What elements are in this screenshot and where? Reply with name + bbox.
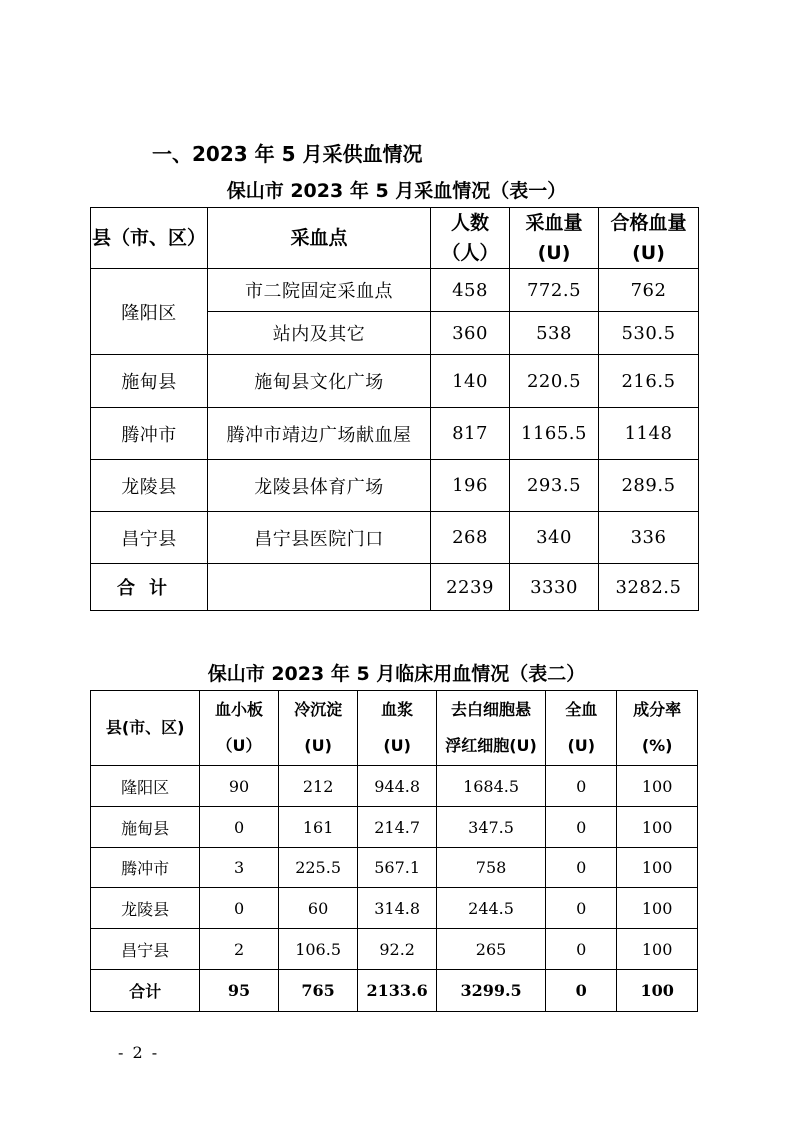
rate-cell: 100 — [617, 929, 698, 970]
platelet-cell: 0 — [200, 888, 279, 929]
people-cell: 817 — [431, 408, 510, 460]
whole-blood-cell: 0 — [546, 929, 617, 970]
rbc-cell: 347.5 — [436, 807, 545, 848]
platelet-cell: 0 — [200, 807, 279, 848]
platelet-cell: 3 — [200, 848, 279, 888]
rbc-cell: 244.5 — [436, 888, 545, 929]
county-cell: 隆阳区 — [91, 766, 200, 807]
qualified-cell: 289.5 — [599, 460, 699, 512]
header-component-rate: 成分率 (%) — [617, 691, 698, 766]
section-title: 一、2023 年 5 月采供血情况 — [152, 142, 423, 166]
site-cell: 施甸县文化广场 — [208, 355, 431, 408]
total-whole-blood-cell: 0 — [546, 970, 617, 1012]
table-row — [91, 929, 698, 970]
whole-blood-cell: 0 — [546, 766, 617, 807]
table-row — [91, 408, 699, 460]
table1-header-row — [91, 208, 699, 269]
header-collected: 采血量(U) — [510, 208, 599, 269]
people-cell: 268 — [431, 512, 510, 564]
header-whole-blood: 全血 (U) — [546, 691, 617, 766]
site-cell: 龙陵县体育广场 — [208, 460, 431, 512]
people-cell: 360 — [431, 312, 510, 355]
table2-caption: 保山市 2023 年 5 月临床用血情况（表二） — [207, 663, 586, 685]
header-rbc: 去白细胞悬 浮红细胞(U) — [436, 691, 545, 766]
collected-cell: 538 — [510, 312, 599, 355]
county-cell: 隆阳区 — [91, 269, 208, 355]
header-site: 采血点 — [208, 208, 431, 269]
rate-cell: 100 — [617, 807, 698, 848]
table-row — [91, 888, 698, 929]
total-platelet-cell: 95 — [200, 970, 279, 1012]
rbc-cell: 265 — [436, 929, 545, 970]
cryo-cell: 212 — [278, 766, 358, 807]
county-cell: 施甸县 — [91, 807, 200, 848]
collected-cell: 1165.5 — [510, 408, 599, 460]
county-cell: 施甸县 — [91, 355, 208, 408]
table-row — [91, 807, 698, 848]
clinical-blood-use-table — [90, 690, 698, 1012]
header-county: 县（市、区） — [91, 208, 208, 269]
county-cell: 龙陵县 — [91, 460, 208, 512]
table-row — [91, 269, 699, 312]
people-cell: 196 — [431, 460, 510, 512]
header-platelet: 血小板 （U） — [200, 691, 279, 766]
plasma-cell: 944.8 — [358, 766, 437, 807]
blood-collection-table — [90, 207, 699, 611]
site-cell: 站内及其它 — [208, 312, 431, 355]
cryo-cell: 60 — [278, 888, 358, 929]
rbc-cell: 1684.5 — [436, 766, 545, 807]
collected-cell: 220.5 — [510, 355, 599, 408]
qualified-cell: 530.5 — [599, 312, 699, 355]
collected-cell: 772.5 — [510, 269, 599, 312]
rate-cell: 100 — [617, 766, 698, 807]
total-people-cell: 2239 — [431, 564, 510, 611]
total-cryo-cell: 765 — [278, 970, 358, 1012]
whole-blood-cell: 0 — [546, 848, 617, 888]
cryo-cell: 106.5 — [278, 929, 358, 970]
total-plasma-cell: 2133.6 — [358, 970, 437, 1012]
header-people: 人数（人） — [431, 208, 510, 269]
rate-cell: 100 — [617, 848, 698, 888]
qualified-cell: 1148 — [599, 408, 699, 460]
qualified-cell: 336 — [599, 512, 699, 564]
table-row — [91, 355, 699, 408]
county-cell: 龙陵县 — [91, 888, 200, 929]
plasma-cell: 214.7 — [358, 807, 437, 848]
site-cell: 市二院固定采血点 — [208, 269, 431, 312]
total-label: 合计 — [91, 564, 208, 611]
rate-cell: 100 — [617, 888, 698, 929]
table-row — [91, 766, 698, 807]
table2-total-row — [91, 970, 698, 1012]
total-rate-cell: 100 — [617, 970, 698, 1012]
collected-cell: 293.5 — [510, 460, 599, 512]
site-cell: 昌宁县医院门口 — [208, 512, 431, 564]
table1-caption: 保山市 2023 年 5 月采血情况（表一） — [226, 180, 567, 202]
table1-total-row — [91, 564, 699, 611]
cryo-cell: 161 — [278, 807, 358, 848]
platelet-cell: 90 — [200, 766, 279, 807]
qualified-cell: 216.5 — [599, 355, 699, 408]
county-cell: 腾冲市 — [91, 408, 208, 460]
page-number: - 2 - — [118, 1043, 160, 1062]
total-collected-cell: 3330 — [510, 564, 599, 611]
total-rbc-cell: 3299.5 — [436, 970, 545, 1012]
total-label: 合计 — [91, 970, 200, 1012]
header-qualified: 合格血量(U) — [599, 208, 699, 269]
county-cell: 腾冲市 — [91, 848, 200, 888]
table-row — [91, 848, 698, 888]
table-row — [91, 460, 699, 512]
plasma-cell: 314.8 — [358, 888, 437, 929]
people-cell: 140 — [431, 355, 510, 408]
whole-blood-cell: 0 — [546, 807, 617, 848]
table-row — [91, 512, 699, 564]
plasma-cell: 567.1 — [358, 848, 437, 888]
header-plasma: 血浆 (U) — [358, 691, 437, 766]
county-cell: 昌宁县 — [91, 929, 200, 970]
platelet-cell: 2 — [200, 929, 279, 970]
rbc-cell: 758 — [436, 848, 545, 888]
table2-header-row — [91, 691, 698, 766]
header-county: 县(市、区) — [91, 691, 200, 766]
county-cell: 昌宁县 — [91, 512, 208, 564]
plasma-cell: 92.2 — [358, 929, 437, 970]
header-cryo: 冷沉淀 (U) — [278, 691, 358, 766]
collected-cell: 340 — [510, 512, 599, 564]
cryo-cell: 225.5 — [278, 848, 358, 888]
total-qualified-cell: 3282.5 — [599, 564, 699, 611]
qualified-cell: 762 — [599, 269, 699, 312]
people-cell: 458 — [431, 269, 510, 312]
whole-blood-cell: 0 — [546, 888, 617, 929]
total-site-cell — [208, 564, 431, 611]
site-cell: 腾冲市靖边广场献血屋 — [208, 408, 431, 460]
